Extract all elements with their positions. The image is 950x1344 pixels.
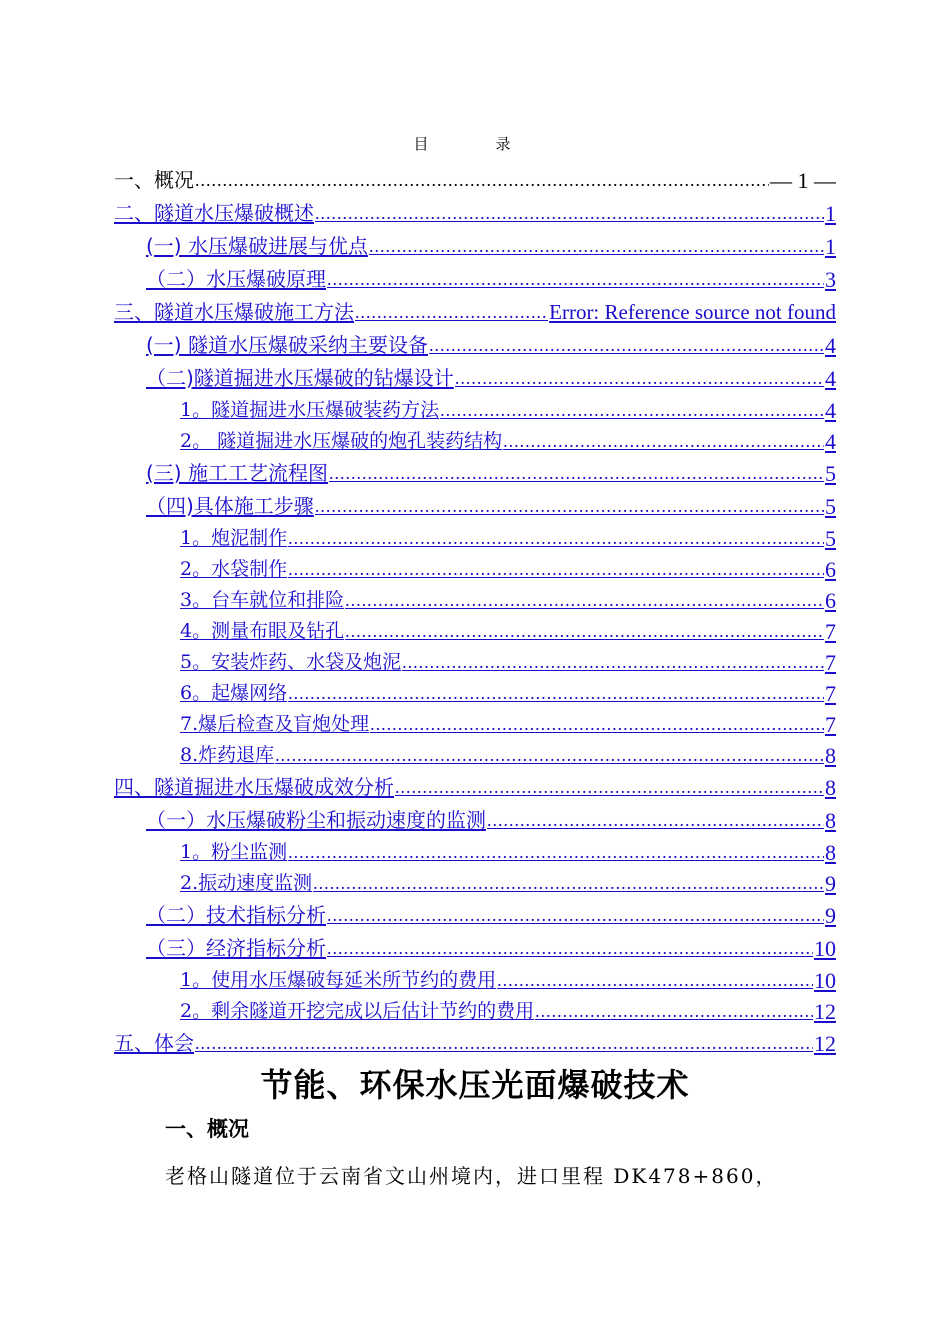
- toc-page-number: 4: [825, 366, 836, 391]
- toc-entry-link[interactable]: [114, 489, 836, 522]
- toc-entry-label: 8.炸药退库: [180, 744, 275, 766]
- toc-entry-label: 四、隧道掘进水压爆破成效分析: [114, 775, 394, 799]
- toc-entry-label: (一) 水压爆破进展与优点: [146, 234, 368, 258]
- toc-page-number: 7: [825, 681, 836, 706]
- toc-entry-link[interactable]: [114, 964, 836, 995]
- toc-dot-leader: [195, 1028, 813, 1059]
- toc-entry-link[interactable]: [114, 295, 836, 328]
- toc-page-number: 6: [825, 557, 836, 582]
- toc-dot-leader: [313, 869, 824, 898]
- toc-dot-leader: [345, 586, 824, 615]
- toc-page-number: 12: [814, 999, 836, 1024]
- toc-dot-leader: [402, 648, 824, 677]
- toc-entry-link[interactable]: [114, 677, 836, 708]
- toc-dot-leader: [497, 966, 813, 995]
- toc-entry-link[interactable]: [114, 262, 836, 295]
- toc-entry-label: （二）技术指标分析: [146, 903, 326, 927]
- section-heading: 一、概况: [165, 1117, 249, 1141]
- toc-page-number: 8: [825, 743, 836, 768]
- toc-entry-link[interactable]: [114, 456, 836, 489]
- toc-dot-leader: [369, 231, 824, 262]
- toc-entry-link[interactable]: [114, 803, 836, 836]
- toc-entry-label: （二）水压爆破原理: [146, 267, 326, 291]
- toc-entry-link[interactable]: [114, 584, 836, 615]
- toc-entry-label: 6。起爆网络: [180, 682, 288, 704]
- toc-dot-leader: [440, 396, 824, 425]
- toc-page-number: 4: [825, 398, 836, 423]
- toc-entry-label: 2。 隧道掘进水压爆破的炮孔装药结构: [180, 430, 503, 452]
- toc-dot-leader: [327, 933, 813, 964]
- toc-page-number: — 1 —: [770, 168, 836, 193]
- toc-page-number: 5: [825, 494, 836, 519]
- toc-entry-label: 1。隧道掘进水压爆破装药方法: [180, 399, 440, 421]
- toc-page-number: Error: Reference source not found: [549, 300, 836, 324]
- toc-entry-link[interactable]: [114, 739, 836, 770]
- toc-dot-leader: [329, 458, 824, 489]
- toc-entry-label: 2。剩余隧道开挖完成以后估计节约的费用: [180, 1000, 535, 1022]
- toc-entry-label: 2。水袋制作: [180, 558, 288, 580]
- toc-dot-leader: [370, 710, 824, 739]
- toc-page-number: 4: [825, 429, 836, 454]
- toc-dot-leader: [503, 427, 824, 456]
- toc-entry-label: （一）水压爆破粉尘和振动速度的监测: [146, 808, 486, 832]
- toc-entry-link[interactable]: [114, 328, 836, 361]
- toc-dot-leader: [327, 900, 824, 931]
- body-paragraph: 老格山隧道位于云南省文山州境内，进口里程 DK478+860，: [165, 1164, 778, 1188]
- toc-dot-leader: [315, 491, 824, 522]
- toc-title: 目 录: [413, 135, 537, 153]
- toc-entry-label: 一、概况: [114, 168, 194, 192]
- toc-entry-link[interactable]: [114, 995, 836, 1026]
- toc-page-number: 5: [825, 461, 836, 486]
- toc-page-number: 7: [825, 712, 836, 737]
- toc-entry-link[interactable]: [114, 836, 836, 867]
- toc-page-number: 8: [825, 840, 836, 865]
- toc-page-number: 9: [825, 903, 836, 928]
- toc-entry-label: (一) 隧道水压爆破采纳主要设备: [146, 333, 428, 357]
- toc-entry-label: 二、隧道水压爆破概述: [114, 201, 314, 225]
- toc-dot-leader: [355, 297, 548, 328]
- toc-page-number: 3: [825, 267, 836, 292]
- toc-entry-link[interactable]: [114, 708, 836, 739]
- toc-page-number: 7: [825, 650, 836, 675]
- toc-entry-link[interactable]: [114, 898, 836, 931]
- toc-dot-leader: [345, 617, 824, 646]
- toc-entry-label: 4。测量布眼及钻孔: [180, 620, 345, 642]
- toc-page-number: 7: [825, 619, 836, 644]
- toc-entry-link[interactable]: [114, 425, 836, 456]
- toc-page-number: 4: [825, 333, 836, 358]
- toc-dot-leader: [288, 679, 824, 708]
- toc-entry-overview[interactable]: [114, 163, 836, 196]
- toc-entry-link[interactable]: [114, 394, 836, 425]
- toc-entry-link[interactable]: [114, 931, 836, 964]
- toc-entry-label: 2.振动速度监测: [180, 872, 313, 894]
- toc-entry-label: （二)隧道掘进水压爆破的钻爆设计: [146, 366, 454, 390]
- toc-entry-label: 3。台车就位和排险: [180, 589, 345, 611]
- toc-entry-link[interactable]: [114, 229, 836, 262]
- toc-page-number: 10: [814, 968, 836, 993]
- toc-dot-leader: [195, 165, 769, 196]
- toc-entry-label: 7.爆后检查及盲炮处理: [180, 713, 370, 735]
- toc-entry-label: （四)具体施工步骤: [146, 494, 314, 518]
- toc-entry-link[interactable]: [114, 615, 836, 646]
- toc-page-number: 8: [825, 775, 836, 800]
- toc-dot-leader: [535, 997, 813, 1026]
- toc-dot-leader: [327, 264, 824, 295]
- toc-page-number: 5: [825, 526, 836, 551]
- toc-dot-leader: [288, 524, 824, 553]
- toc-page-number: 10: [814, 936, 836, 961]
- toc-dot-leader: [455, 363, 824, 394]
- toc-dot-leader: [275, 741, 824, 770]
- table-of-contents: [114, 163, 836, 1059]
- toc-entry-label: 1。粉尘监测: [180, 841, 288, 863]
- toc-page-number: 12: [814, 1031, 836, 1056]
- toc-entry-link[interactable]: [114, 522, 836, 553]
- toc-dot-leader: [487, 805, 824, 836]
- toc-entry-label: (三) 施工工艺流程图: [146, 461, 328, 485]
- toc-entry-link[interactable]: [114, 553, 836, 584]
- toc-dot-leader: [429, 330, 824, 361]
- toc-dot-leader: [395, 772, 824, 803]
- toc-entry-label: （三）经济指标分析: [146, 936, 326, 960]
- toc-page-number: 8: [825, 808, 836, 833]
- toc-entry-label: 三、隧道水压爆破施工方法: [114, 300, 354, 324]
- toc-entry-label: 1。炮泥制作: [180, 527, 288, 549]
- toc-entry-link[interactable]: [114, 646, 836, 677]
- toc-entry-link[interactable]: [114, 1026, 836, 1059]
- toc-entry-link[interactable]: [114, 770, 836, 803]
- toc-entry-label: 5。安装炸药、水袋及炮泥: [180, 651, 402, 673]
- toc-entry-label: 1。使用水压爆破每延米所节约的费用: [180, 969, 497, 991]
- toc-page-number: 1: [825, 201, 836, 226]
- toc-dot-leader: [288, 555, 824, 584]
- toc-entry-link[interactable]: [114, 361, 836, 394]
- toc-page-number: 6: [825, 588, 836, 613]
- toc-page-number: 9: [825, 871, 836, 896]
- document-title: 节能、环保水压光面爆破技术: [260, 1066, 690, 1104]
- toc-page-number: 1: [825, 234, 836, 259]
- toc-entry-label: 五、体会: [114, 1031, 194, 1055]
- toc-dot-leader: [315, 198, 824, 229]
- toc-entry-link[interactable]: [114, 867, 836, 898]
- toc-dot-leader: [288, 838, 824, 867]
- toc-entry-link[interactable]: [114, 196, 836, 229]
